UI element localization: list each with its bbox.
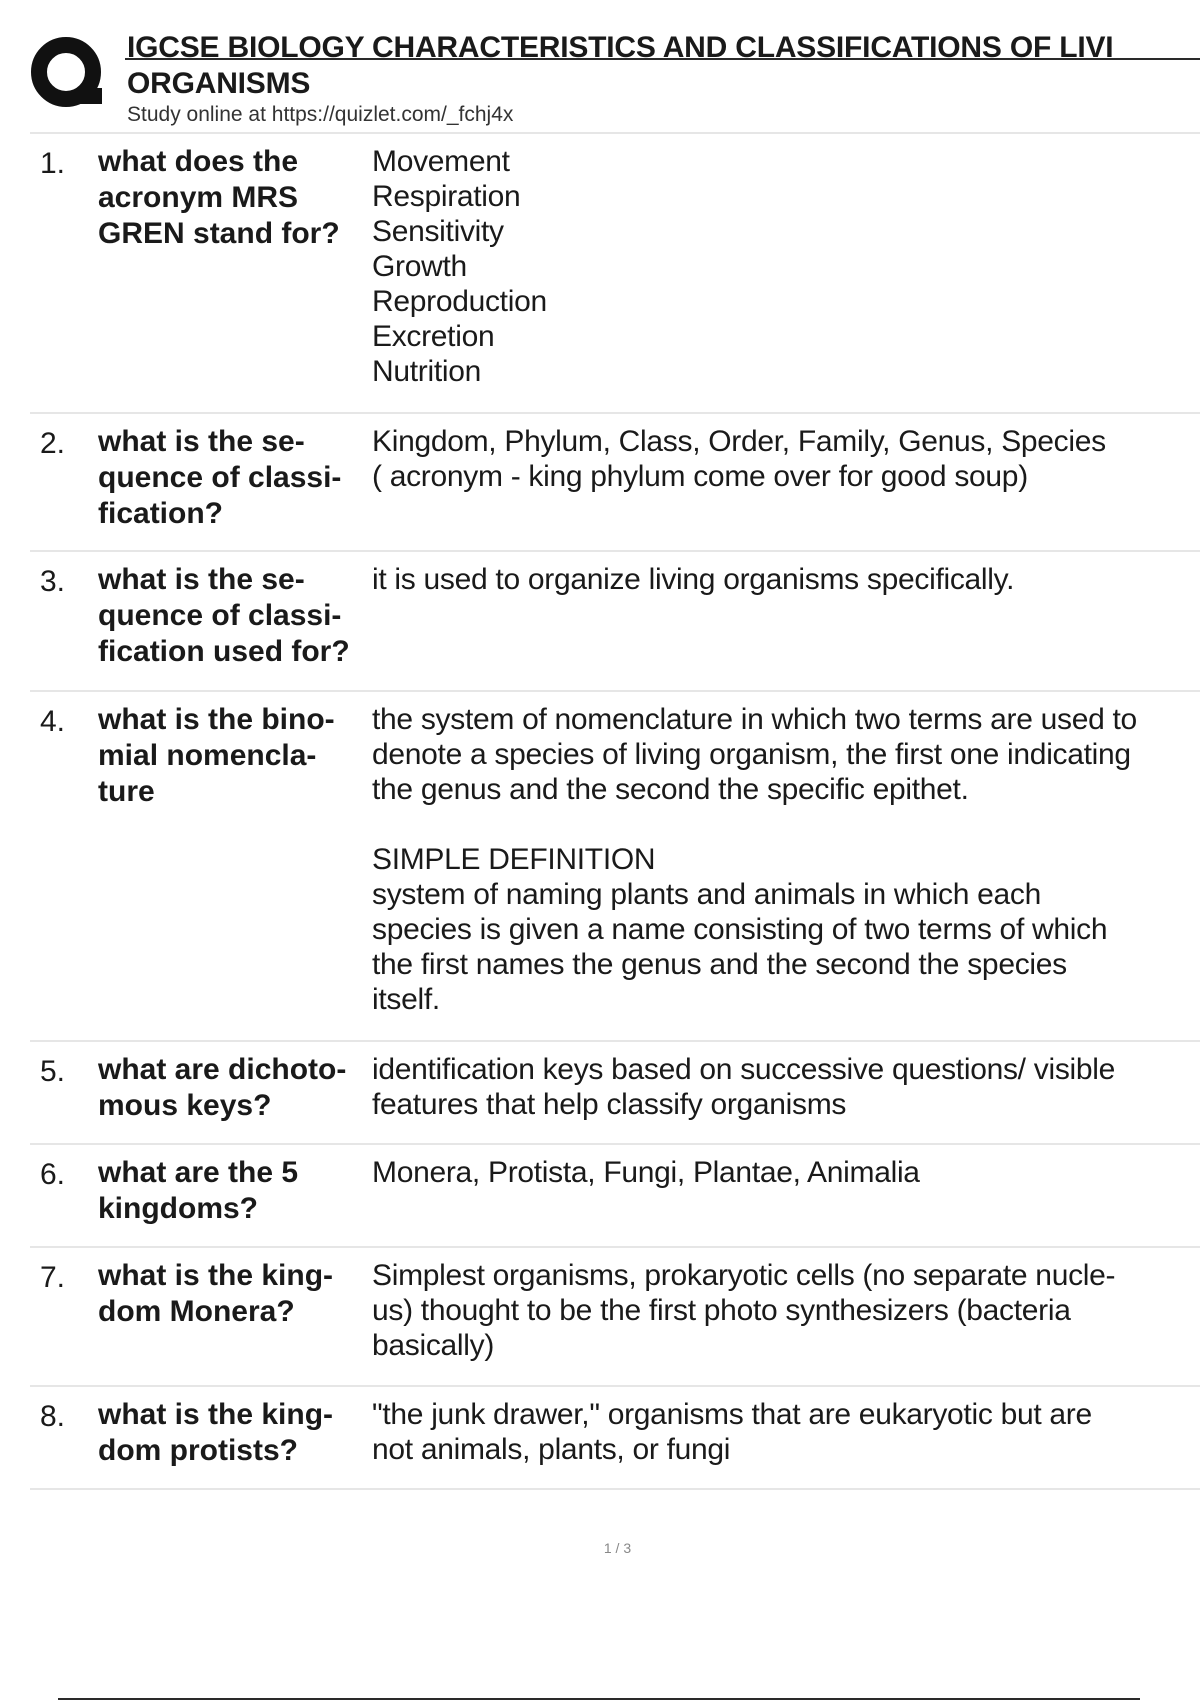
flashcard-row (30, 414, 1200, 552)
flashcard-row (30, 552, 1200, 692)
card-term: what is the king- dom Monera? (98, 1259, 334, 1328)
card-term: what does the acronym MRS GREN stand for? (98, 145, 340, 250)
card-definition: identification keys based on successive questions/ visible features that help classify organisms (372, 1053, 1116, 1121)
page-number: 1 / 3 (603, 1540, 632, 1556)
card-definition: it is used to organize living organisms specifically. (372, 563, 1015, 596)
card-definition: Kingdom, Phylum, Class, Order, Family, Genus, Species ( acronym - king phylum come over for good soup) (372, 425, 1106, 493)
flashcard-list (30, 134, 1200, 1490)
quizlet-logo-icon (30, 32, 106, 114)
card-number: 2. (40, 427, 66, 460)
flashcard-row (30, 1387, 1200, 1490)
card-number: 8. (40, 1400, 66, 1433)
study-online-link[interactable]: Study online at https://quizlet.com/_fchj4x (127, 103, 514, 126)
set-title: IGCSE BIOLOGY CHARACTERISTICS AND CLASSIFICATIONS OF LIVI ORGANISMS (127, 31, 1114, 100)
card-definition: the system of nomenclature in which two terms are used to denote a species of living organism, the first one indicating the genus and the second the specific epithet. SIMPLE DEFINITION system of naming plants and animals in which each species is given a name consisting of two terms of which the first names the genus and the second the species itself. (372, 703, 1137, 1016)
card-definition: "the junk drawer," organisms that are eukaryotic but are not animals, plants, or fungi (372, 1398, 1092, 1466)
card-number: 3. (40, 565, 66, 598)
card-term: what is the se- quence of classi- fication used for? (98, 563, 350, 668)
card-term: what are dichoto- mous keys? (98, 1053, 347, 1122)
card-number: 4. (40, 705, 66, 738)
card-term: what is the bino- mial nomencla- ture (98, 703, 335, 808)
flashcard-row (30, 134, 1200, 414)
card-definition: Monera, Protista, Fungi, Plantae, Animalia (372, 1156, 920, 1189)
card-definition: Movement Respiration Sensitivity Growth Reproduction Excretion Nutrition (372, 145, 547, 388)
card-number: 7. (40, 1261, 66, 1294)
card-term: what is the king- dom protists? (98, 1398, 334, 1467)
card-term: what is the se- quence of classi- fication? (98, 425, 342, 530)
card-number: 5. (40, 1055, 66, 1088)
card-number: 6. (40, 1158, 66, 1191)
flashcard-row (30, 1145, 1200, 1248)
flashcard-row (30, 1042, 1200, 1145)
card-number: 1. (40, 147, 66, 180)
flashcard-row (30, 692, 1200, 1042)
flashcard-row (30, 1248, 1200, 1387)
card-term: what are the 5 kingdoms? (98, 1156, 299, 1225)
card-definition: Simplest organisms, prokaryotic cells (no separate nucle- us) thought to be the first photo synthesizers (bacteria basically) (372, 1259, 1116, 1362)
